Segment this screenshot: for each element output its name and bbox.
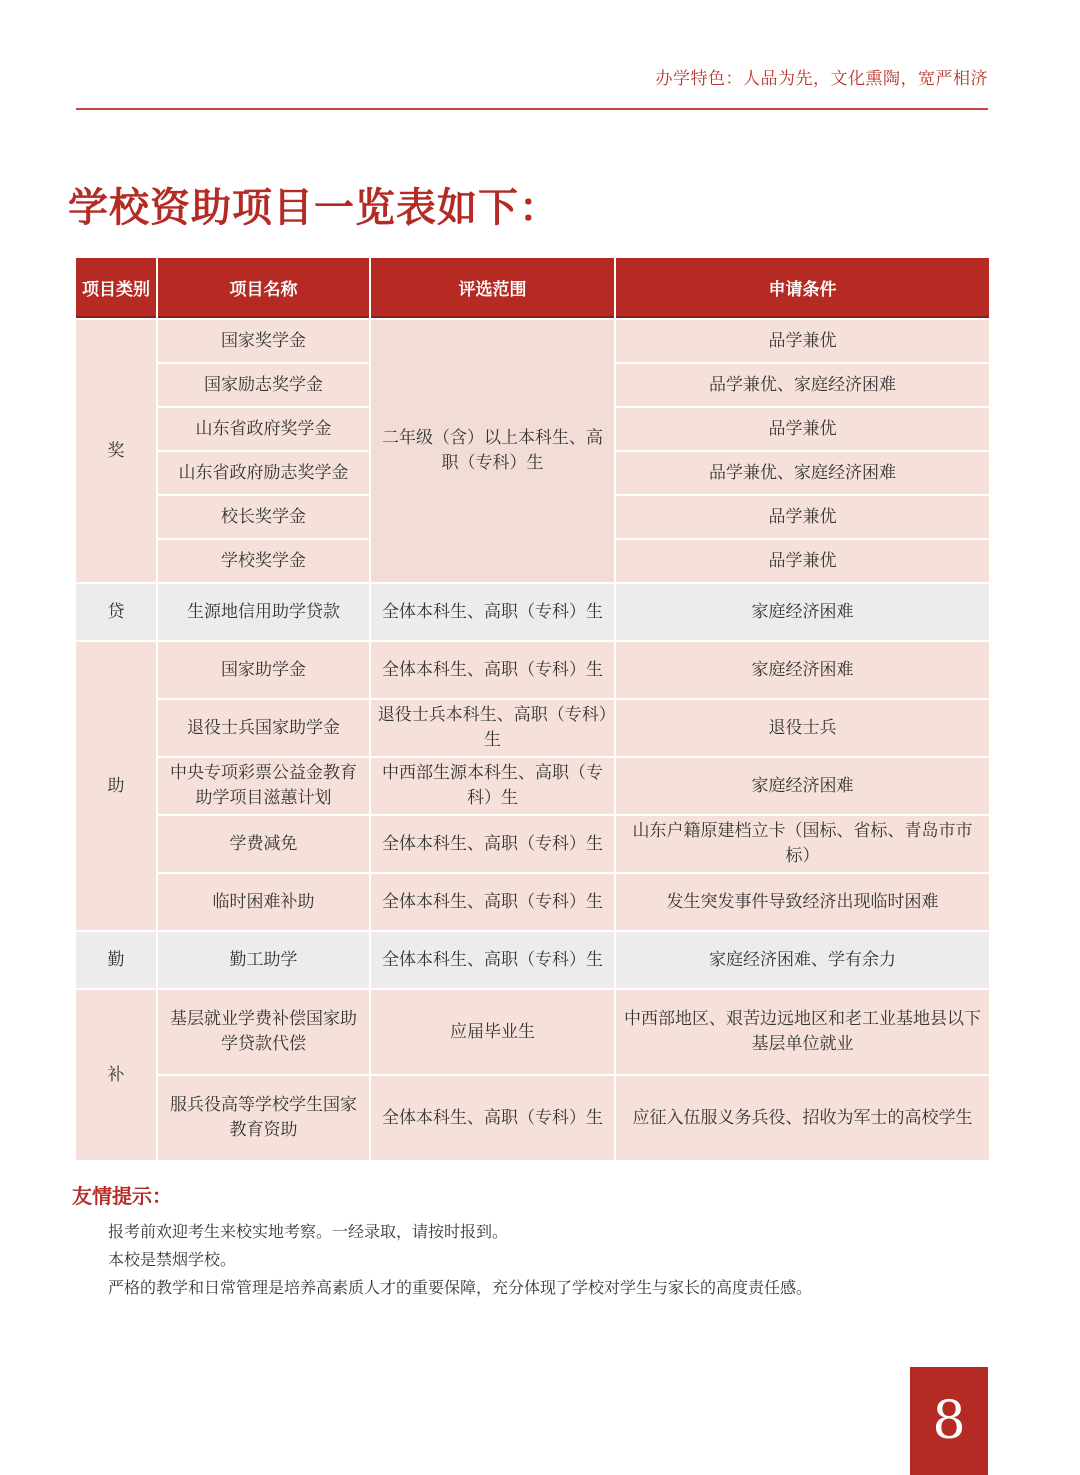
scope-cell: 二年级（含）以上本科生、高职（专科）生 bbox=[371, 320, 614, 582]
category-cell: 补 bbox=[76, 990, 156, 1160]
header-motto: 办学特色：人品为先，文化熏陶，宽严相济 bbox=[655, 69, 988, 89]
scope-cell: 退役士兵本科生、高职（专科）生 bbox=[371, 700, 614, 756]
page-title: 学校资助项目一览表如下： bbox=[68, 185, 560, 231]
header-scope: 评选范围 bbox=[371, 258, 614, 318]
category-cell: 贷 bbox=[76, 584, 156, 640]
project-name-cell: 山东省政府奖学金 bbox=[158, 408, 369, 450]
aid-projects-table bbox=[74, 256, 991, 1162]
header-category: 项目类别 bbox=[76, 258, 156, 318]
scope-cell: 全体本科生、高职（专科）生 bbox=[371, 932, 614, 988]
table-row bbox=[76, 320, 989, 362]
tip-item: 严格的教学和日常管理是培养高素质人才的重要保障，充分体现了学校对学生与家长的高度责任感。 bbox=[108, 1278, 813, 1297]
condition-cell: 家庭经济困难 bbox=[616, 642, 989, 698]
project-name-cell: 服兵役高等学校学生国家教育资助 bbox=[158, 1076, 369, 1160]
tip-item: 本校是禁烟学校。 bbox=[108, 1250, 237, 1269]
header-project-name: 项目名称 bbox=[158, 258, 369, 318]
project-name-cell: 学费减免 bbox=[158, 816, 369, 872]
project-name-cell: 生源地信用助学贷款 bbox=[158, 584, 369, 640]
project-name-cell: 临时困难补助 bbox=[158, 874, 369, 930]
tip-item: 报考前欢迎考生来校实地考察。一经录取，请按时报到。 bbox=[108, 1222, 509, 1241]
category-cell: 助 bbox=[76, 642, 156, 930]
table-row bbox=[76, 816, 989, 872]
condition-cell: 中西部地区、艰苦边远地区和老工业基地县以下基层单位就业 bbox=[616, 990, 989, 1074]
scope-cell: 全体本科生、高职（专科）生 bbox=[371, 642, 614, 698]
scope-cell: 全体本科生、高职（专科）生 bbox=[371, 584, 614, 640]
category-cell: 奖 bbox=[76, 320, 156, 582]
condition-cell: 家庭经济困难 bbox=[616, 758, 989, 814]
condition-cell: 退役士兵 bbox=[616, 700, 989, 756]
condition-cell: 品学兼优 bbox=[616, 408, 989, 450]
condition-cell: 家庭经济困难、学有余力 bbox=[616, 932, 989, 988]
scope-cell: 全体本科生、高职（专科）生 bbox=[371, 816, 614, 872]
scope-cell: 全体本科生、高职（专科）生 bbox=[371, 874, 614, 930]
condition-cell: 品学兼优 bbox=[616, 496, 989, 538]
condition-cell: 山东户籍原建档立卡（国标、省标、青岛市市标） bbox=[616, 816, 989, 872]
page-number-badge: 8 bbox=[910, 1367, 988, 1475]
project-name-cell: 勤工助学 bbox=[158, 932, 369, 988]
project-name-cell: 基层就业学费补偿国家助学贷款代偿 bbox=[158, 990, 369, 1074]
tips-list bbox=[108, 1218, 812, 1302]
scope-cell: 应届毕业生 bbox=[371, 990, 614, 1074]
table-row bbox=[76, 758, 989, 814]
scope-cell: 中西部生源本科生、高职（专科）生 bbox=[371, 758, 614, 814]
condition-cell: 应征入伍服义务兵役、招收为军士的高校学生 bbox=[616, 1076, 989, 1160]
table-row bbox=[76, 642, 989, 698]
project-name-cell: 中央专项彩票公益金教育助学项目滋蕙计划 bbox=[158, 758, 369, 814]
project-name-cell: 国家助学金 bbox=[158, 642, 369, 698]
tips-title: 友情提示： bbox=[72, 1184, 172, 1208]
table-row bbox=[76, 700, 989, 756]
project-name-cell: 退役士兵国家助学金 bbox=[158, 700, 369, 756]
project-name-cell: 学校奖学金 bbox=[158, 540, 369, 582]
table-row bbox=[76, 584, 989, 640]
condition-cell: 品学兼优、家庭经济困难 bbox=[616, 364, 989, 406]
table-row bbox=[76, 874, 989, 930]
project-name-cell: 校长奖学金 bbox=[158, 496, 369, 538]
header-divider bbox=[76, 108, 988, 110]
condition-cell: 品学兼优 bbox=[616, 320, 989, 362]
table-row bbox=[76, 932, 989, 988]
project-name-cell: 山东省政府励志奖学金 bbox=[158, 452, 369, 494]
condition-cell: 发生突发事件导致经济出现临时困难 bbox=[616, 874, 989, 930]
project-name-cell: 国家励志奖学金 bbox=[158, 364, 369, 406]
condition-cell: 品学兼优 bbox=[616, 540, 989, 582]
category-cell: 勤 bbox=[76, 932, 156, 988]
table-row bbox=[76, 990, 989, 1074]
condition-cell: 品学兼优、家庭经济困难 bbox=[616, 452, 989, 494]
project-name-cell: 国家奖学金 bbox=[158, 320, 369, 362]
scope-cell: 全体本科生、高职（专科）生 bbox=[371, 1076, 614, 1160]
header-conditions: 申请条件 bbox=[616, 258, 989, 318]
condition-cell: 家庭经济困难 bbox=[616, 584, 989, 640]
table-row bbox=[76, 1076, 989, 1160]
table-header-row bbox=[76, 258, 989, 318]
